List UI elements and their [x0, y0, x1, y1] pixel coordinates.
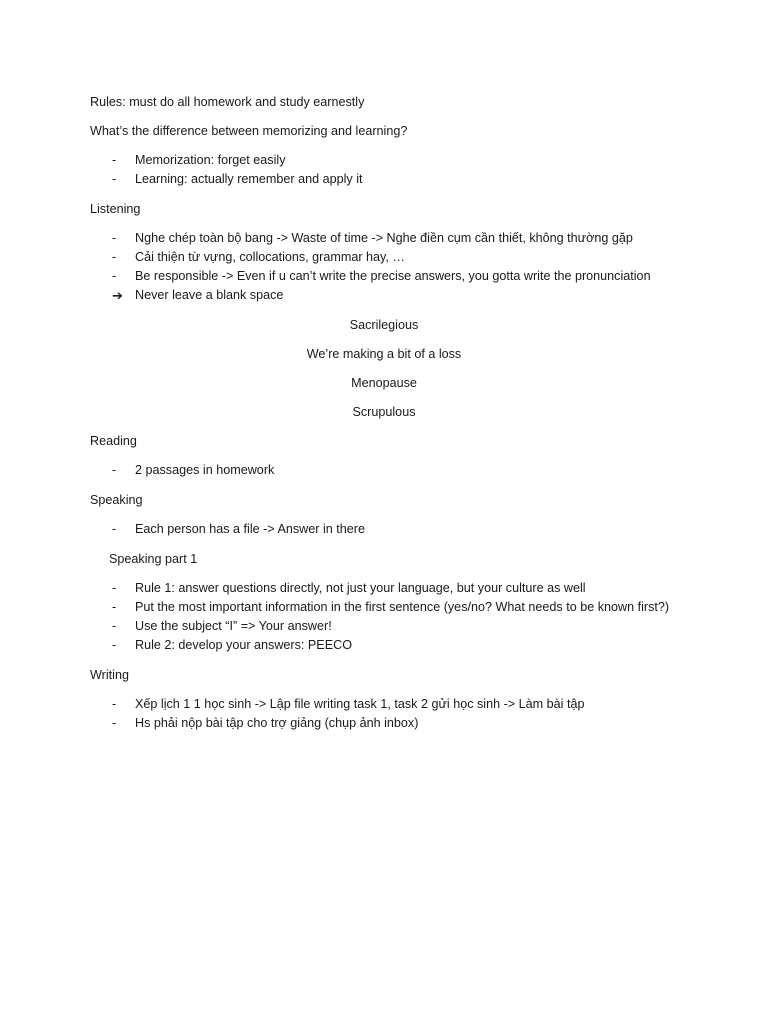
list-item: - Cải thiện từ vựng, collocations, grammar hay, …: [90, 248, 690, 267]
dash-bullet: -: [112, 619, 117, 633]
list-item: - Rule 1: answer questions directly, not just your language, but your culture as well: [90, 579, 690, 598]
speaking-list: [90, 520, 690, 539]
list-item: - Memorization: forget easily: [90, 151, 690, 170]
centered-word: Scrupulous: [352, 405, 416, 419]
list-item: - 2 passages in homework: [90, 461, 690, 480]
dash-bullet: -: [112, 716, 117, 730]
dash-bullet: -: [112, 463, 117, 477]
list-item: - Rule 2: develop your answers: PEECO: [90, 636, 690, 655]
dash-bullet: -: [112, 250, 117, 264]
dash-bullet: -: [112, 522, 117, 536]
centered-word: Sacrilegious: [349, 318, 419, 332]
reading-list: [90, 461, 690, 480]
list-item: - Learning: actually remember and apply it: [90, 170, 690, 189]
dash-bullet: -: [112, 231, 117, 245]
memorization-list: [90, 151, 690, 189]
list-item: - Hs phải nộp bài tập cho trợ giảng (chụp ảnh inbox): [90, 714, 690, 733]
document-page: [90, 93, 690, 744]
writing-list: [90, 695, 690, 733]
dash-bullet: -: [112, 153, 117, 167]
dash-bullet: -: [112, 600, 117, 614]
list-item: - Each person has a file -> Answer in there: [90, 520, 690, 539]
centered-word: We’re making a bit of a loss: [306, 347, 462, 361]
arrow-right-icon: ➔: [112, 288, 123, 303]
list-item: ➔ Never leave a blank space: [90, 286, 690, 305]
dash-bullet: -: [112, 638, 117, 652]
question-line: What’s the difference between memorizing and learning?: [90, 124, 408, 138]
reading-heading: Reading: [90, 434, 137, 448]
rules-line: Rules: must do all homework and study earnestly: [90, 95, 365, 109]
dash-bullet: -: [112, 269, 117, 283]
list-item: - Nghe chép toàn bộ bang -> Waste of time -> Nghe điền cụm cần thiết, không thường gặp: [90, 229, 690, 248]
listening-list: [90, 229, 690, 305]
speaking-part1-list: [90, 579, 690, 655]
dash-bullet: -: [112, 581, 117, 595]
list-item: - Be responsible -> Even if u can’t write the precise answers, you gotta write the pronunciation: [90, 267, 690, 286]
dash-bullet: -: [112, 172, 117, 186]
speaking-part1-heading: Speaking part 1: [109, 552, 198, 566]
list-item: - Use the subject “I” => Your answer!: [90, 617, 690, 636]
listening-heading: Listening: [90, 202, 141, 216]
writing-heading: Writing: [90, 668, 129, 682]
centered-word: Menopause: [351, 376, 417, 390]
speaking-heading: Speaking: [90, 493, 143, 507]
list-item: - Put the most important information in the first sentence (yes/no? What needs to be known first?): [90, 598, 690, 617]
dash-bullet: -: [112, 697, 117, 711]
list-item: - Xếp lịch 1 1 học sinh -> Lập file writing task 1, task 2 gửi học sinh -> Làm bài tập: [90, 695, 690, 714]
